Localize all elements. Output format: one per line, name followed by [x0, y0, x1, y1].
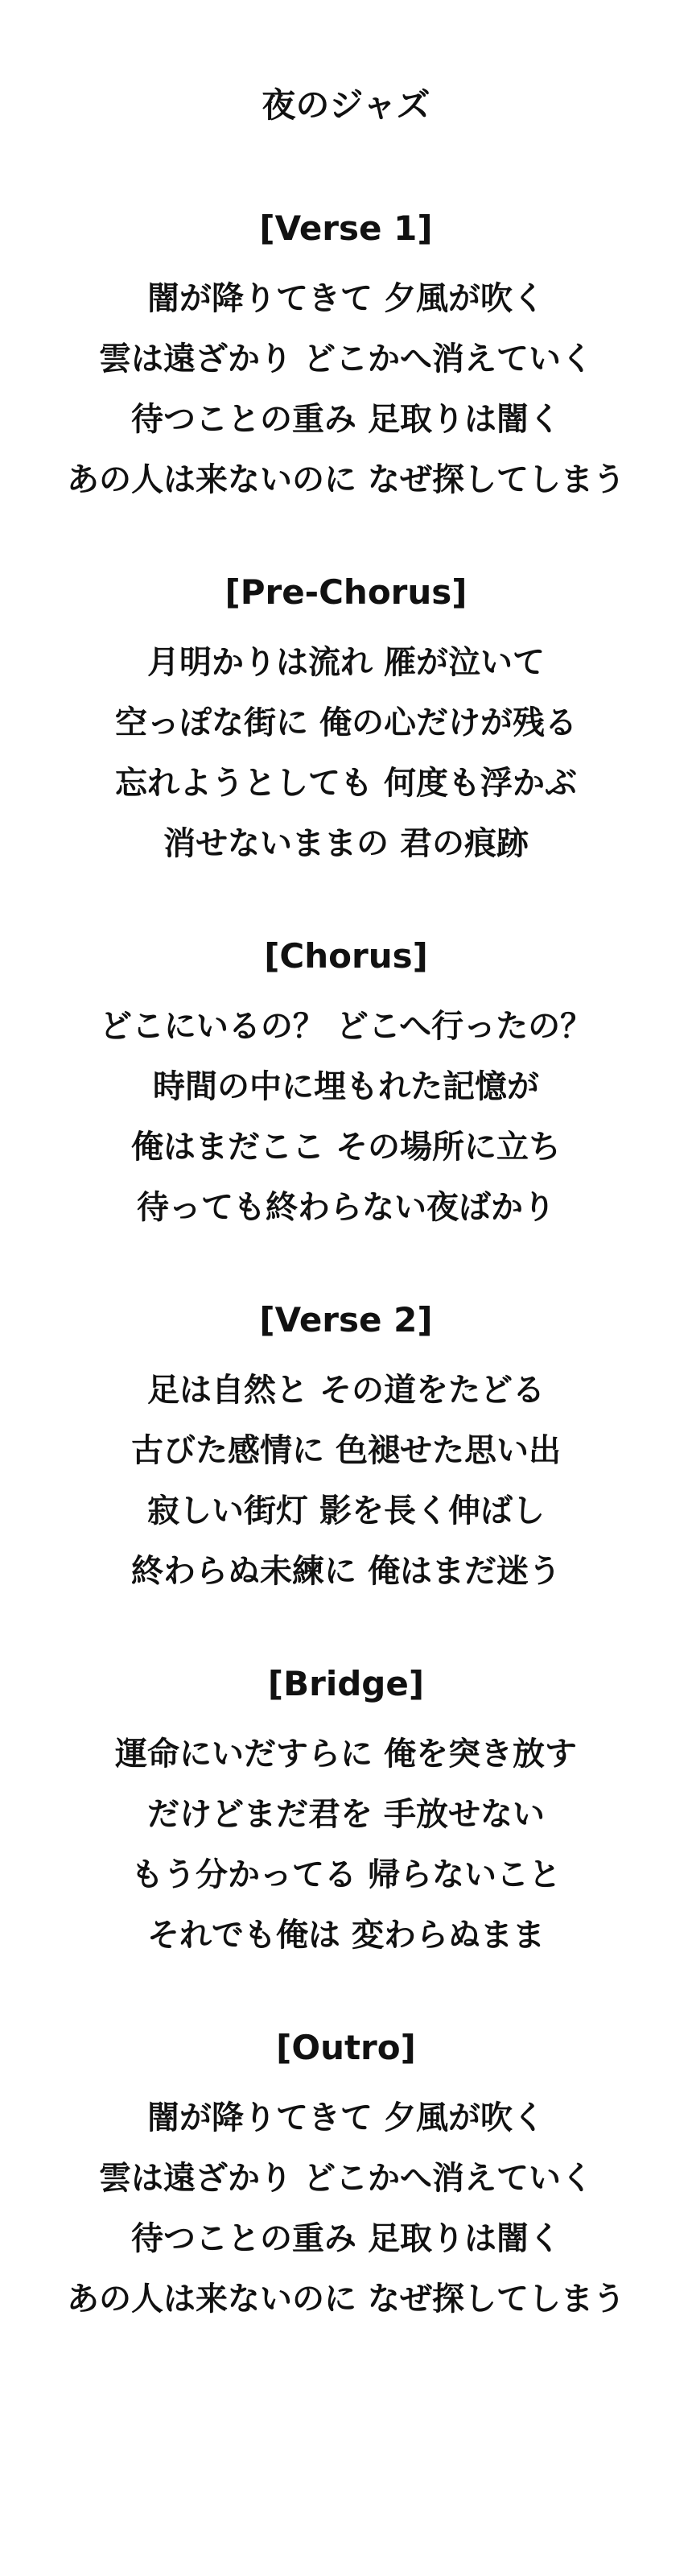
- lyric-line: もう分かってる 帰らないこと: [131, 1856, 561, 1893]
- lyric-line: 忘れようとしても 何度も浮かぶ: [115, 765, 577, 802]
- section-label: [Chorus]: [264, 936, 428, 976]
- lyric-line: 時間の中に埋もれた記憶が: [153, 1068, 539, 1105]
- section-chorus: [0, 935, 692, 1238]
- lyric-line: 月明かりは流れ 雁が泣いて: [147, 644, 545, 681]
- lyric-line: あの人は来ないのに なぜ探してしまう: [67, 2281, 625, 2318]
- lyric-line: 寂しい街灯 影を長く伸ばし: [147, 1492, 545, 1530]
- lyric-line: 待っても終わらない夜ばかり: [137, 1189, 555, 1226]
- section-verse-2: [0, 1299, 692, 1602]
- lyric-line: 終わらぬ未練に 俺はまだ迷う: [131, 1553, 561, 1590]
- lyric-line: 雲は遠ざかり どこかへ消えていく: [99, 2160, 593, 2197]
- lyric-line: 待つことの重み 足取りは闇く: [131, 401, 561, 438]
- section-label: [Outro]: [276, 2028, 416, 2067]
- lyric-line: 古びた感情に 色褪せた思い出: [131, 1432, 561, 1469]
- lyric-line: 運命にいだすらに 俺を突き放す: [115, 1736, 577, 1773]
- lyric-line: それでも俺は 変わらぬまま: [147, 1917, 545, 1954]
- lyric-line: 消せないままの 君の痕跡: [163, 825, 529, 862]
- lyric-line: 空っぽな街に 俺の心だけが残る: [115, 704, 577, 741]
- lyric-line: だけどまだ君を 手放せない: [147, 1796, 545, 1833]
- section-label: [Pre-Chorus]: [224, 572, 468, 612]
- section-bridge: [0, 1663, 692, 1966]
- lyric-line: 足は自然と その道をたどる: [147, 1372, 545, 1409]
- section-label: [Bridge]: [267, 1664, 425, 1703]
- section-label: [Verse 1]: [259, 208, 433, 248]
- section-verse-1: [0, 208, 692, 510]
- section-label: [Verse 2]: [259, 1300, 433, 1340]
- lyric-line: 雲は遠ざかり どこかへ消えていく: [99, 341, 593, 378]
- song-title: 夜のジャズ: [262, 85, 430, 125]
- lyric-line: 闇が降りてきて 夕風が吹く: [147, 280, 545, 317]
- section-outro: [0, 2027, 692, 2330]
- lyric-line: 闇が降りてきて 夕風が吹く: [147, 2099, 545, 2136]
- section-pre-chorus: [0, 572, 692, 874]
- lyric-line: あの人は来ないのに なぜ探してしまう: [67, 461, 625, 498]
- lyric-line: 待つことの重み 足取りは闇く: [131, 2220, 561, 2257]
- lyric-line: どこにいるの？ どこへ行ったの？: [99, 1008, 593, 1045]
- lyric-line: 俺はまだここ その場所に立ち: [131, 1129, 561, 1166]
